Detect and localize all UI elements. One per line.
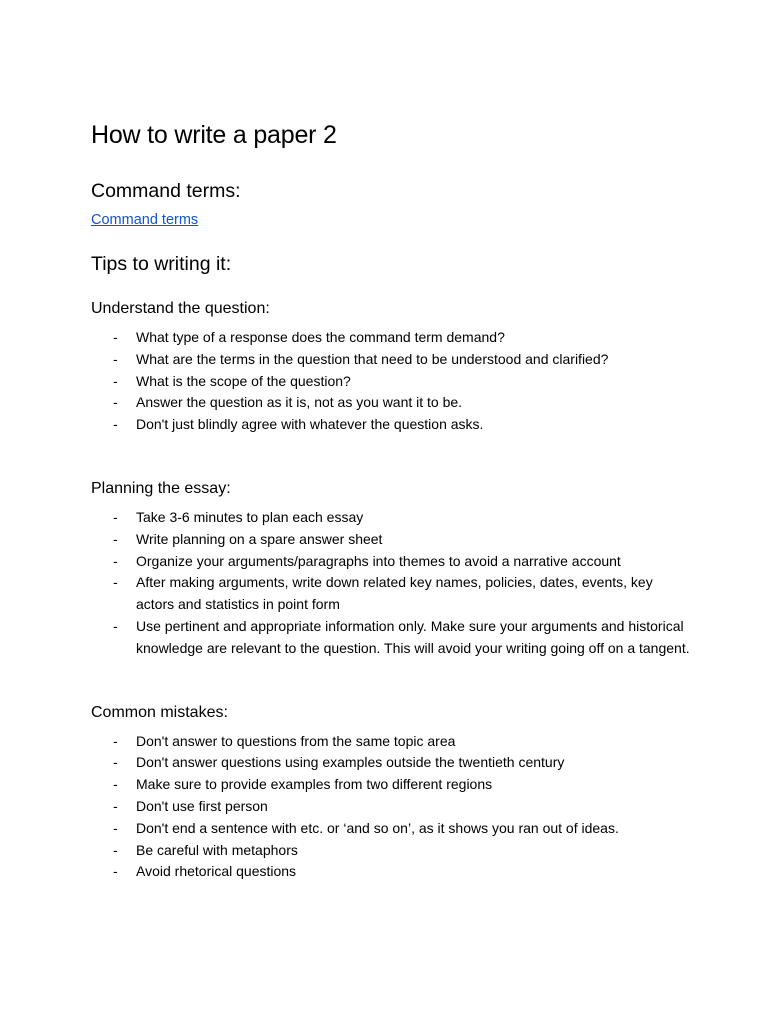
- document-body: [91, 118, 691, 883]
- understand-question-heading: Understand the question:: [91, 300, 270, 317]
- understand-question-list: [91, 327, 691, 436]
- list-item: [91, 774, 691, 796]
- dash-bullet: -: [113, 530, 118, 547]
- planning-essay-heading: Planning the essay:: [91, 479, 231, 497]
- dash-bullet: -: [113, 552, 118, 569]
- list-item: [91, 731, 691, 753]
- list-item: [91, 861, 691, 883]
- list-item: [91, 572, 691, 616]
- list-item-text: Take 3-6 minutes to plan each essay: [136, 508, 364, 525]
- list-item-text: Write planning on a spare answer sheet: [136, 530, 383, 547]
- list-item-text: What is the scope of the question?: [136, 372, 351, 389]
- list-item-text: Don't use first person: [136, 797, 268, 814]
- dash-bullet: -: [113, 819, 118, 836]
- dash-bullet: -: [113, 416, 118, 433]
- common-mistakes-list: [91, 731, 691, 884]
- list-item: [91, 796, 691, 818]
- list-item-text: What are the terms in the question that need to be understood and clarified?: [136, 350, 609, 367]
- dash-bullet: -: [113, 841, 118, 858]
- list-item: [91, 371, 691, 393]
- list-item: [91, 818, 691, 840]
- list-item: [91, 752, 691, 774]
- list-item-text: Use pertinent and appropriate information only. Make sure your arguments and historical knowledge are relevant to the question. This will avoid your writing going off on a tangent.: [136, 617, 690, 656]
- list-item-text: Don't answer to questions from the same topic area: [136, 732, 456, 749]
- list-item: [91, 327, 691, 349]
- dash-bullet: -: [113, 732, 118, 749]
- dash-bullet: -: [113, 350, 118, 367]
- list-item: [91, 392, 691, 414]
- list-item-text: What type of a response does the command term demand?: [136, 329, 505, 345]
- list-item: [91, 349, 691, 371]
- dash-bullet: -: [113, 372, 118, 389]
- dash-bullet: -: [113, 776, 118, 793]
- list-item-text: Answer the question as it is, not as you want it to be.: [136, 394, 463, 411]
- list-item-text: After making arguments, write down related key names, policies, dates, events, key actors and statistics in point form: [136, 574, 653, 613]
- list-item: [91, 616, 691, 660]
- list-item-text: Don't answer questions using examples outside the twentieth century: [136, 754, 565, 771]
- dash-bullet: -: [113, 394, 118, 411]
- list-item: [91, 507, 691, 529]
- common-mistakes-heading: Common mistakes:: [91, 703, 228, 721]
- list-item-text: Don't end a sentence with etc. or ‘and so on’, as it shows you ran out of ideas.: [136, 819, 619, 836]
- dash-bullet: -: [113, 329, 118, 345]
- command-terms-link[interactable]: Command terms: [91, 212, 199, 228]
- dash-bullet: -: [113, 508, 118, 525]
- page-title: How to write a paper 2: [91, 121, 337, 149]
- list-item-text: Avoid rhetorical questions: [136, 863, 297, 880]
- dash-bullet: -: [113, 754, 118, 771]
- list-item: [91, 840, 691, 862]
- list-item: [91, 551, 691, 573]
- list-item-text: Don't just blindly agree with whatever the question asks.: [136, 416, 484, 433]
- list-item-text: Make sure to provide examples from two different regions: [136, 776, 493, 793]
- tips-heading: Tips to writing it:: [91, 253, 232, 275]
- command-terms-heading: Command terms:: [91, 180, 241, 202]
- planning-essay-list: [91, 507, 691, 660]
- list-item: [91, 529, 691, 551]
- dash-bullet: -: [113, 797, 118, 814]
- list-item-text: Organize your arguments/paragraphs into themes to avoid a narrative account: [136, 552, 621, 569]
- list-item: [91, 414, 691, 436]
- list-item-text: Be careful with metaphors: [136, 841, 298, 858]
- dash-bullet: -: [113, 863, 118, 880]
- dash-bullet: -: [113, 574, 118, 591]
- dash-bullet: -: [113, 617, 118, 634]
